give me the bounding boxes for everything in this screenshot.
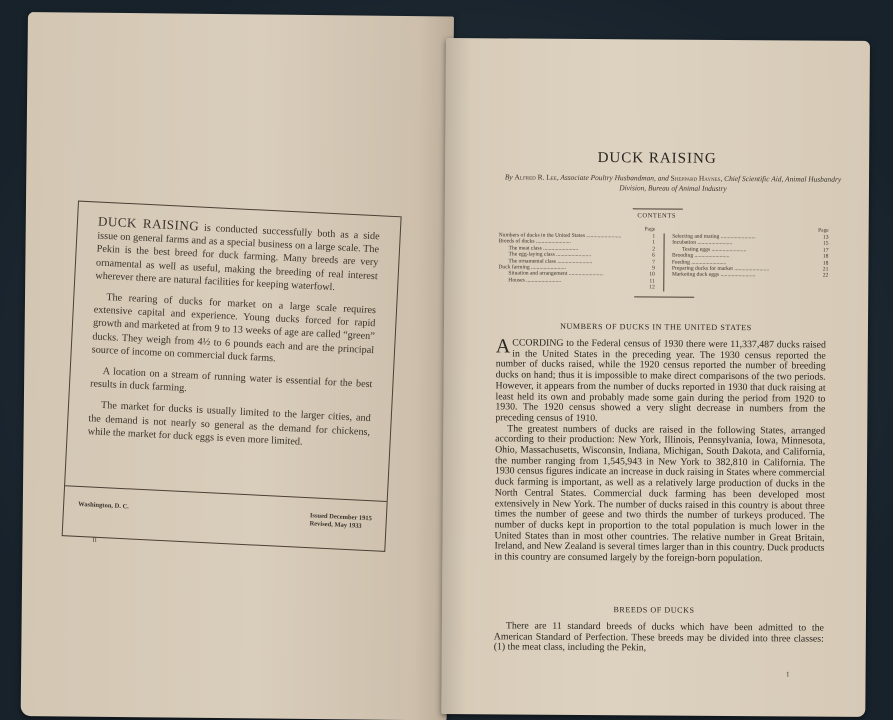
body-paragraph: There are 11 standard breeds of ducks which have been admitted to the American Standard of Perfection. These breeds may be divided into three classes: (1) the meat class, including the Pekin, (493, 620, 824, 654)
notice-paragraph-4: The market for ducks is usually limited to the larger cities, and the demand is not nearly so general as the demand for chickens, while the market for duck eggs is even more limited. (87, 400, 371, 448)
toc-entry-page: 12 (649, 284, 655, 291)
paragraph-text: CCORDING to the Federal census of 1930 there were 11,337,487 ducks raised in the United States in the preceding year. The 1930 census reported the number of ducks raised, while the 1920 census reported the number of breeding ducks on hand; thus it is impossible to make direct comparisons of the two periods. However, it appears from the number of ducks reported in 1930 that duck raising at least held its own and probably made some gain during the period from 1920 to 1930. The 1920 census showed a very slight decrease in numbers from the preceding census of 1910. (495, 337, 826, 424)
notice-paragraph-1-text: is conducted successfully both as a side issue on general farms and as a special business on a large scale. The Pekin is the best breed for duck farming. Many breeds are very ornamental as well as useful, making the breeding of real interest wherever there are natural facilities for keeping waterfowl. (95, 222, 380, 293)
toc-entry-page: 9 (652, 265, 655, 272)
toc-entry-label: Duck farming ......................... (498, 264, 567, 271)
toc-entry-label: Houses ......................... (508, 277, 562, 284)
notice-paragraph-3: A location on a stream of running water is essential for the best results in duck farming. (89, 365, 373, 395)
left-page-number: II (92, 536, 97, 544)
author-2-name: Sheppard Haynes (670, 173, 721, 183)
document-title: DUCK RAISING (597, 150, 717, 167)
toc-entry (672, 272, 829, 279)
toc-entry-page: 10 (649, 271, 655, 278)
right-page-number: 1 (786, 670, 790, 679)
right-page (441, 38, 870, 717)
author-1-name: Alfred R. Lee (514, 172, 557, 182)
body-paragraph (495, 335, 826, 426)
toc-entry-label: Testing eggs ......................... (682, 246, 747, 253)
toc-entry-label: Numbers of ducks in the United States ......................... (498, 232, 622, 240)
author-line (497, 172, 849, 193)
toc-right-column (671, 227, 829, 293)
toc-entry-page: 15 (822, 241, 829, 248)
contents-heading: CONTENTS (637, 212, 677, 220)
toc-entry-page: 6 (652, 252, 656, 259)
divider-rule (634, 296, 694, 297)
toc-entry-page: 22 (822, 273, 829, 280)
toc-entry (498, 284, 655, 291)
table-of-contents (498, 226, 829, 292)
author-by: By (504, 172, 515, 182)
toc-left-column (498, 226, 656, 291)
toc-entry-label: Feeding ......................... (671, 259, 727, 266)
left-page (21, 12, 454, 720)
body-paragraph: The greatest numbers of ducks are raised in the following States, arranged according to their production: New York, Illinois, Pennsylvania, Iowa, Minnesota, Ohio, Massachusetts, Wisconsin, Indiana, Michigan, South Dakota, and California, the number ranging from 1,545,943 in New York to 382,810 in California. The 1930 census figures indicate an increase in duck raising in States where commercial duck farming is important, as well as a relatively large production of ducks in the North Central States. Commercial duck farming has been developed most extensively in New York. The number of ducks raised in this country is about three times the number of geese and two thirds the number of turkeys produced. The number of ducks kept in proportion to the total population is much lower in the United States than in most other countries. The relative number in Great Britain, Ireland, and New Zealand is several times larger than in this country. Duck products in this country are consumed largely by the foreign-born population. (494, 423, 826, 565)
issued-date: Issued December 1915 (309, 512, 373, 523)
toc-page-label: Page (818, 227, 829, 234)
toc-entry-page: 21 (822, 266, 829, 273)
notice-footer (63, 485, 387, 551)
toc-entry-page: 17 (822, 247, 829, 254)
toc-entry-label: Breeds of ducks ......................... (498, 238, 572, 246)
issue-dates (309, 512, 372, 531)
toc-entry-page: 11 (649, 278, 655, 285)
section-numbers-body (494, 335, 826, 565)
toc-entry-label: Incubation ......................... (672, 239, 733, 247)
toc-entry-label: Selecting and mating ......................... (672, 233, 756, 241)
toc-entry-label: The egg-laying class ......................... (508, 251, 592, 259)
toc-entry-page: 13 (823, 234, 829, 241)
section-heading-numbers: NUMBERS OF DUCKS IN THE UNITED STATES (560, 321, 752, 333)
toc-entry-page: 7 (652, 259, 655, 266)
author-2-role: , Chief Scientific Aid, Animal Husbandry Division, Bureau of Animal Industry (619, 173, 842, 193)
toc-entry-label: Brooding ......................... (671, 252, 730, 260)
section-breeds-body (494, 621, 824, 655)
toc-entry-page: 2 (652, 246, 656, 253)
toc-entry-page: 1 (652, 233, 656, 240)
revised-date: Revised, May 1933 (309, 520, 362, 530)
publication-place: Washington, D. C. (78, 500, 130, 511)
notice-box (62, 201, 402, 552)
divider-rule (633, 208, 683, 209)
drop-cap: A (495, 335, 511, 358)
toc-entry-label: Situation and arrangement ......................... (508, 270, 604, 278)
notice-paragraph-1 (95, 215, 380, 297)
author-1-role: , Associate Poultry Husbandman, and (556, 172, 671, 183)
toc-entry-label: The ornamental class ......................... (508, 258, 593, 265)
notice-lead-caps: DUCK RAISING (97, 213, 200, 234)
toc-entry-label: The meat class ......................... (508, 245, 579, 252)
toc-entry-page: 18 (822, 260, 829, 267)
toc-entry-label: Preparing ducks for market ......................... (671, 265, 770, 273)
toc-entry-label (498, 284, 508, 290)
toc-column-divider (663, 234, 664, 292)
toc-entry-page: 1 (652, 239, 656, 246)
toc-page-label: Page (644, 226, 656, 233)
toc-entry-label: Marketing duck eggs ......................... (671, 272, 756, 279)
section-heading-breeds: BREEDS OF DUCKS (613, 605, 695, 615)
notice-paragraph-2: The rearing of ducks for market on a large scale requires extensive capital and experience. Young ducks forced for rapid growth and marketed at from 9 to 13 weeks of age are called “green” ducks. They weigh from 4½ to 6 pounds each and are the principal source of income on commercial duck farms. (91, 292, 377, 365)
toc-entry-page: 18 (822, 253, 829, 260)
